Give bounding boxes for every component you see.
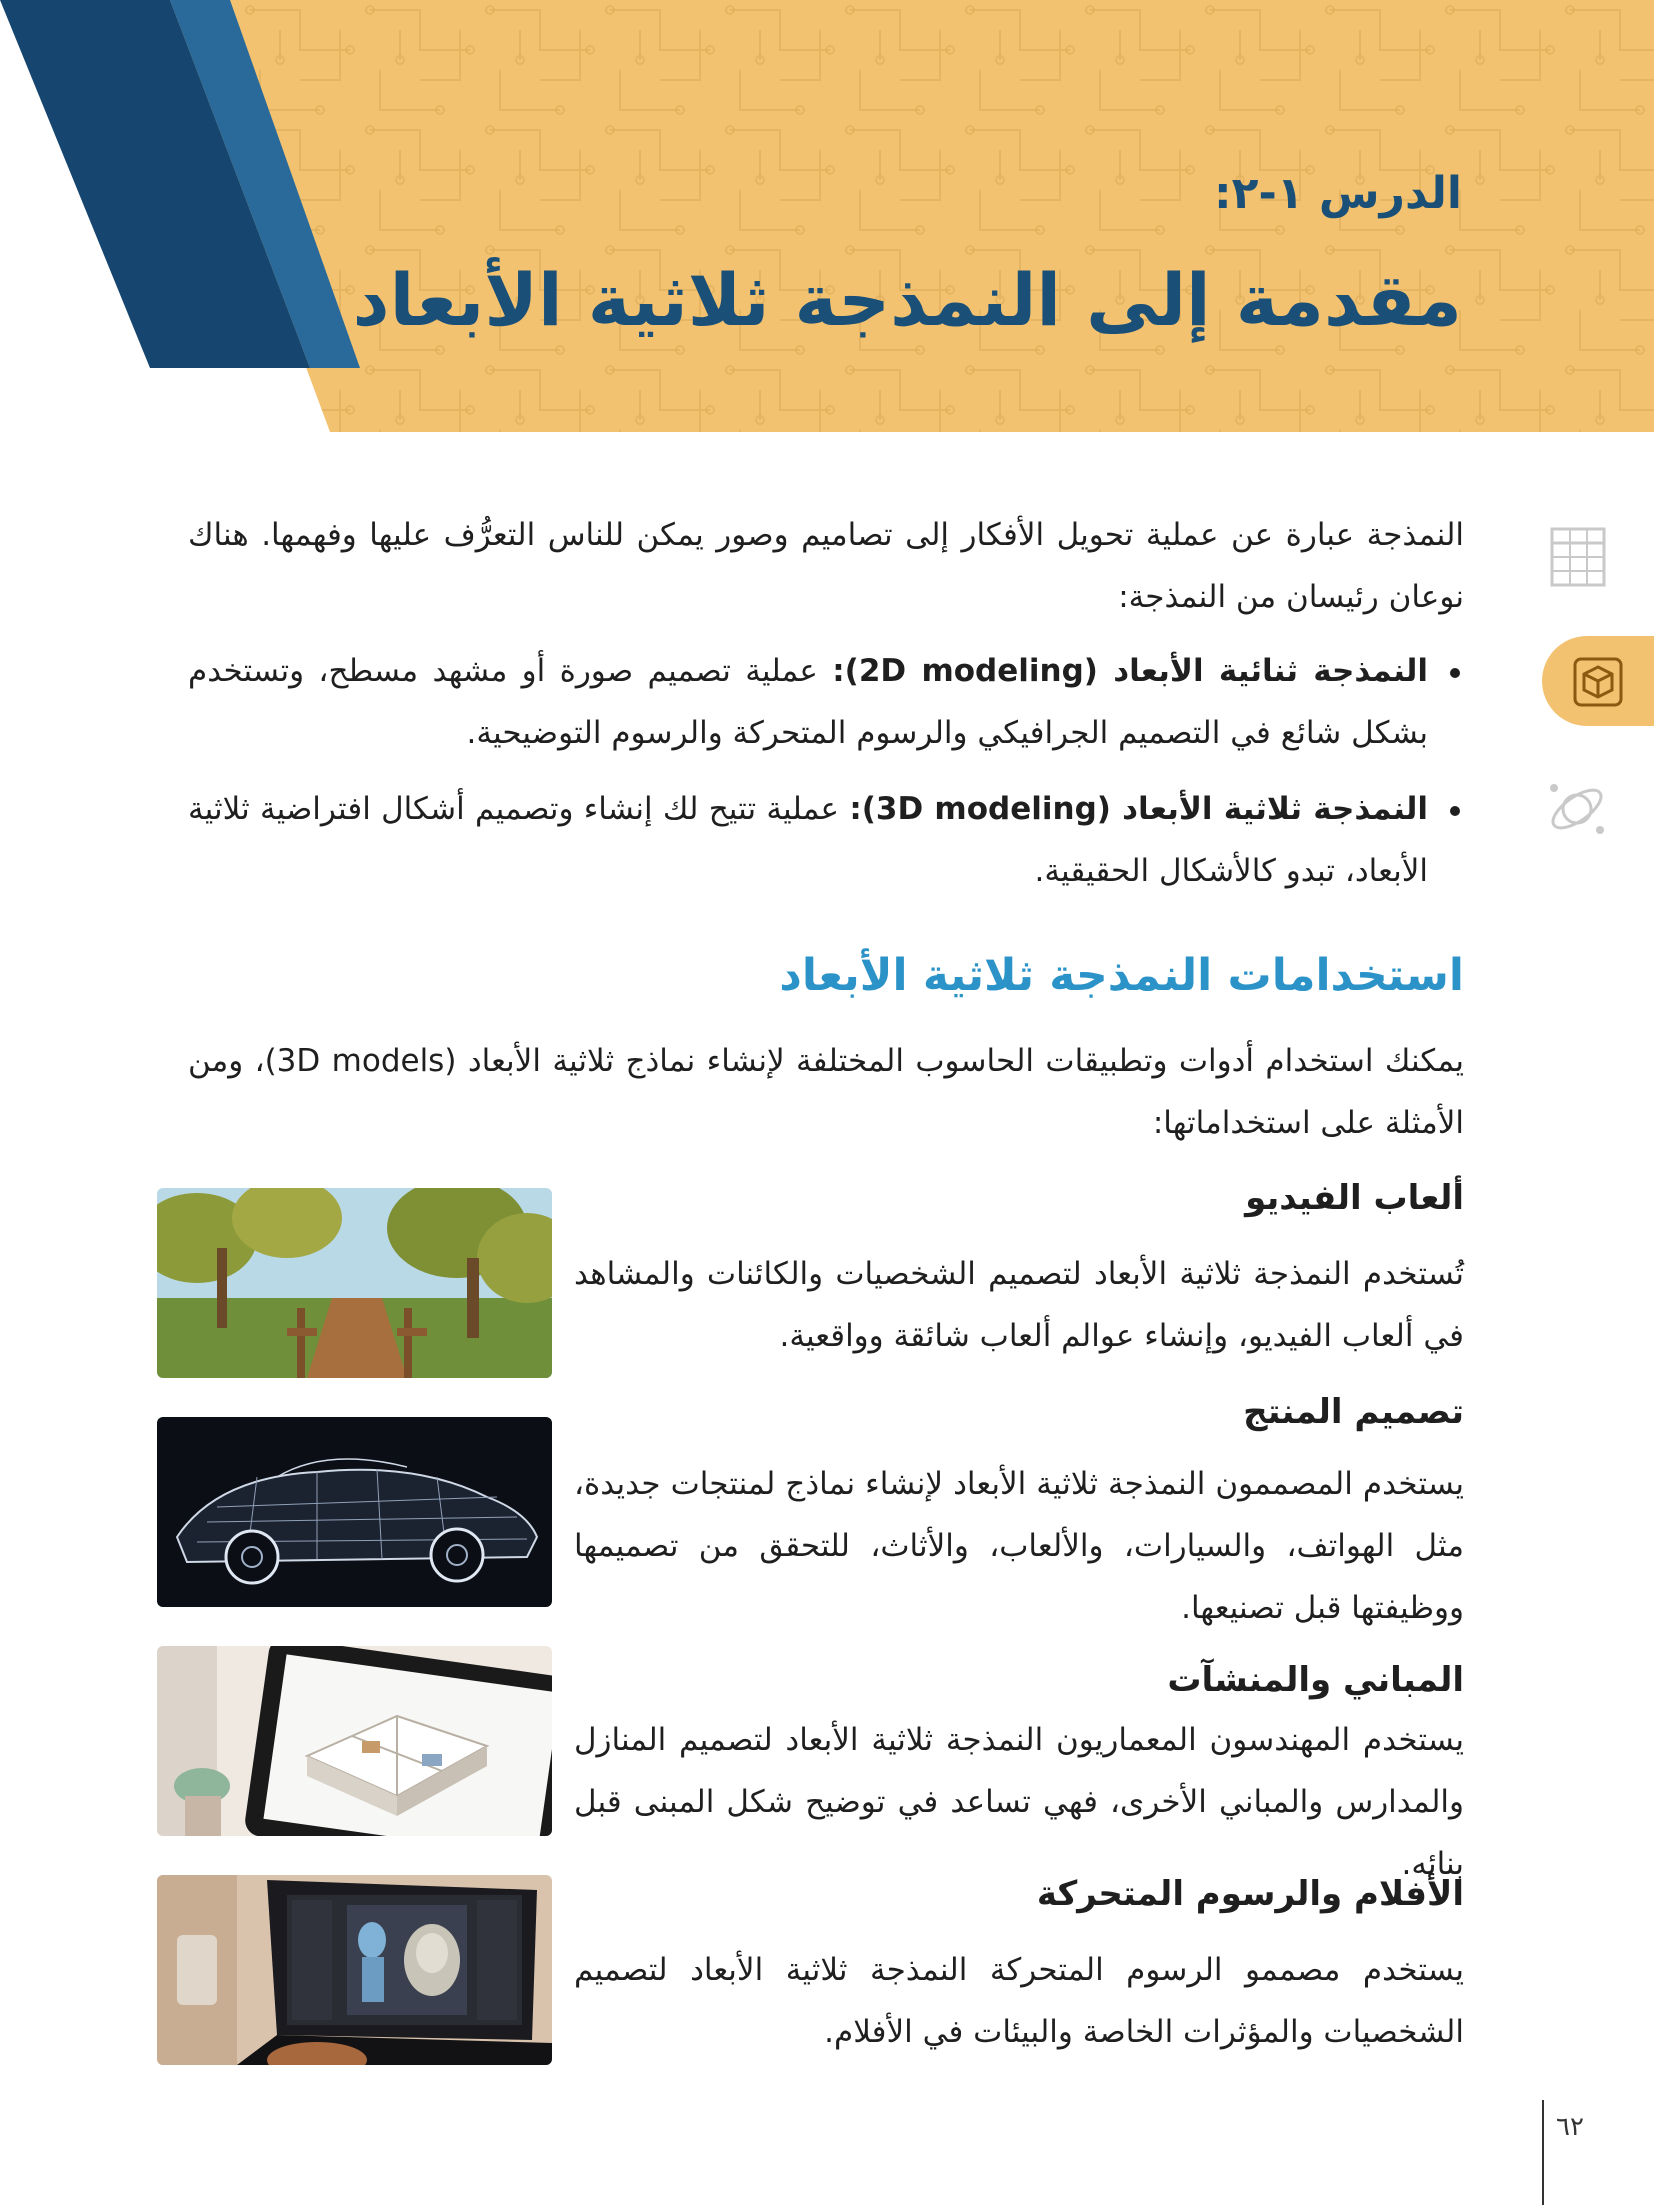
list-item-2d-modeling — [188, 640, 1464, 764]
page-number: ٦٢ — [1556, 2112, 1584, 2142]
section-heading: استخدامات النمذجة ثلاثية الأبعاد — [779, 950, 1464, 1001]
lesson-banner — [0, 0, 1654, 432]
use-text-video-games: تُستخدم النمذجة ثلاثية الأبعاد لتصميم الشخصيات والكائنات والمشاهد في ألعاب الفيديو، وإنشاء عوالم ألعاب شائقة وواقعية. — [574, 1256, 1464, 1354]
list-item-3d-modeling — [188, 778, 1464, 902]
bullet-text: عملية تتيح لك إنشاء وتصميم أشكال افتراضية ثلاثية الأبعاد، تبدو كالأشكال الحقيقية. — [188, 791, 1428, 889]
use-title-video-games: ألعاب الفيديو — [1245, 1178, 1464, 1218]
lesson-number: الدرس ١-٢: — [1214, 168, 1462, 219]
use-text-buildings: يستخدم المهندسون المعماريون النمذجة ثلاثية الأبعاد لتصميم المنازل والمدارس والمباني الأخرى، فهي تساعد في توضيح شكل المبنى قبل بنائه. — [574, 1722, 1464, 1882]
lesson-title: مقدمة إلى النمذجة ثلاثية الأبعاد — [352, 258, 1462, 342]
bullet-text: عملية تصميم صورة أو مشهد مسطح، وتستخدم بشكل شائع في التصميم الجرافيكي والرسوم المتحركة والرسوم التوضيحية. — [188, 653, 1428, 751]
page-divider — [1542, 2100, 1544, 2205]
bullet-term: النمذجة ثنائية الأبعاد (2D modeling): — [832, 653, 1428, 689]
cube-icon — [1572, 656, 1624, 708]
use-title-product-design: تصميم المنتج — [1243, 1392, 1464, 1432]
animation-laptop-image — [157, 1875, 552, 2065]
orbit-icon[interactable] — [1544, 776, 1610, 842]
video-game-forest-image — [157, 1188, 552, 1378]
use-title-buildings: المباني والمنشآت — [1167, 1660, 1464, 1700]
side-tab-active[interactable] — [1542, 636, 1654, 726]
spreadsheet-icon[interactable] — [1546, 525, 1610, 589]
intro-paragraph: النمذجة عبارة عن عملية تحويل الأفكار إلى تصاميم وصور يمكن للناس التعرُّف عليها وفهمها. هناك نوعان رئيسان من النمذجة: — [188, 517, 1464, 615]
use-text-product-design: يستخدم المصممون النمذجة ثلاثية الأبعاد لإنشاء نماذج لمنتجات جديدة، مثل الهواتف، والسيارات، والألعاب، والأثاث، للتحقق من تصميمها ووظيفتها قبل تصنيعها. — [574, 1466, 1464, 1626]
bullet-term: النمذجة ثلاثية الأبعاد (3D modeling): — [849, 791, 1429, 827]
modeling-types-list — [188, 640, 1464, 916]
uses-intro-paragraph: يمكنك استخدام أدوات وتطبيقات الحاسوب المختلفة لإنشاء نماذج ثلاثية الأبعاد (3D models)، ومن الأمثلة على استخداماتها: — [188, 1043, 1464, 1141]
wireframe-car-image — [157, 1417, 552, 1607]
house-model-tablet-image — [157, 1646, 552, 1836]
use-text-films: يستخدم مصممو الرسوم المتحركة النمذجة ثلاثية الأبعاد لتصميم الشخصيات والمؤثرات الخاصة والبيئات في الأفلام. — [574, 1952, 1464, 2050]
use-title-films: الأفلام والرسوم المتحركة — [1036, 1874, 1464, 1914]
